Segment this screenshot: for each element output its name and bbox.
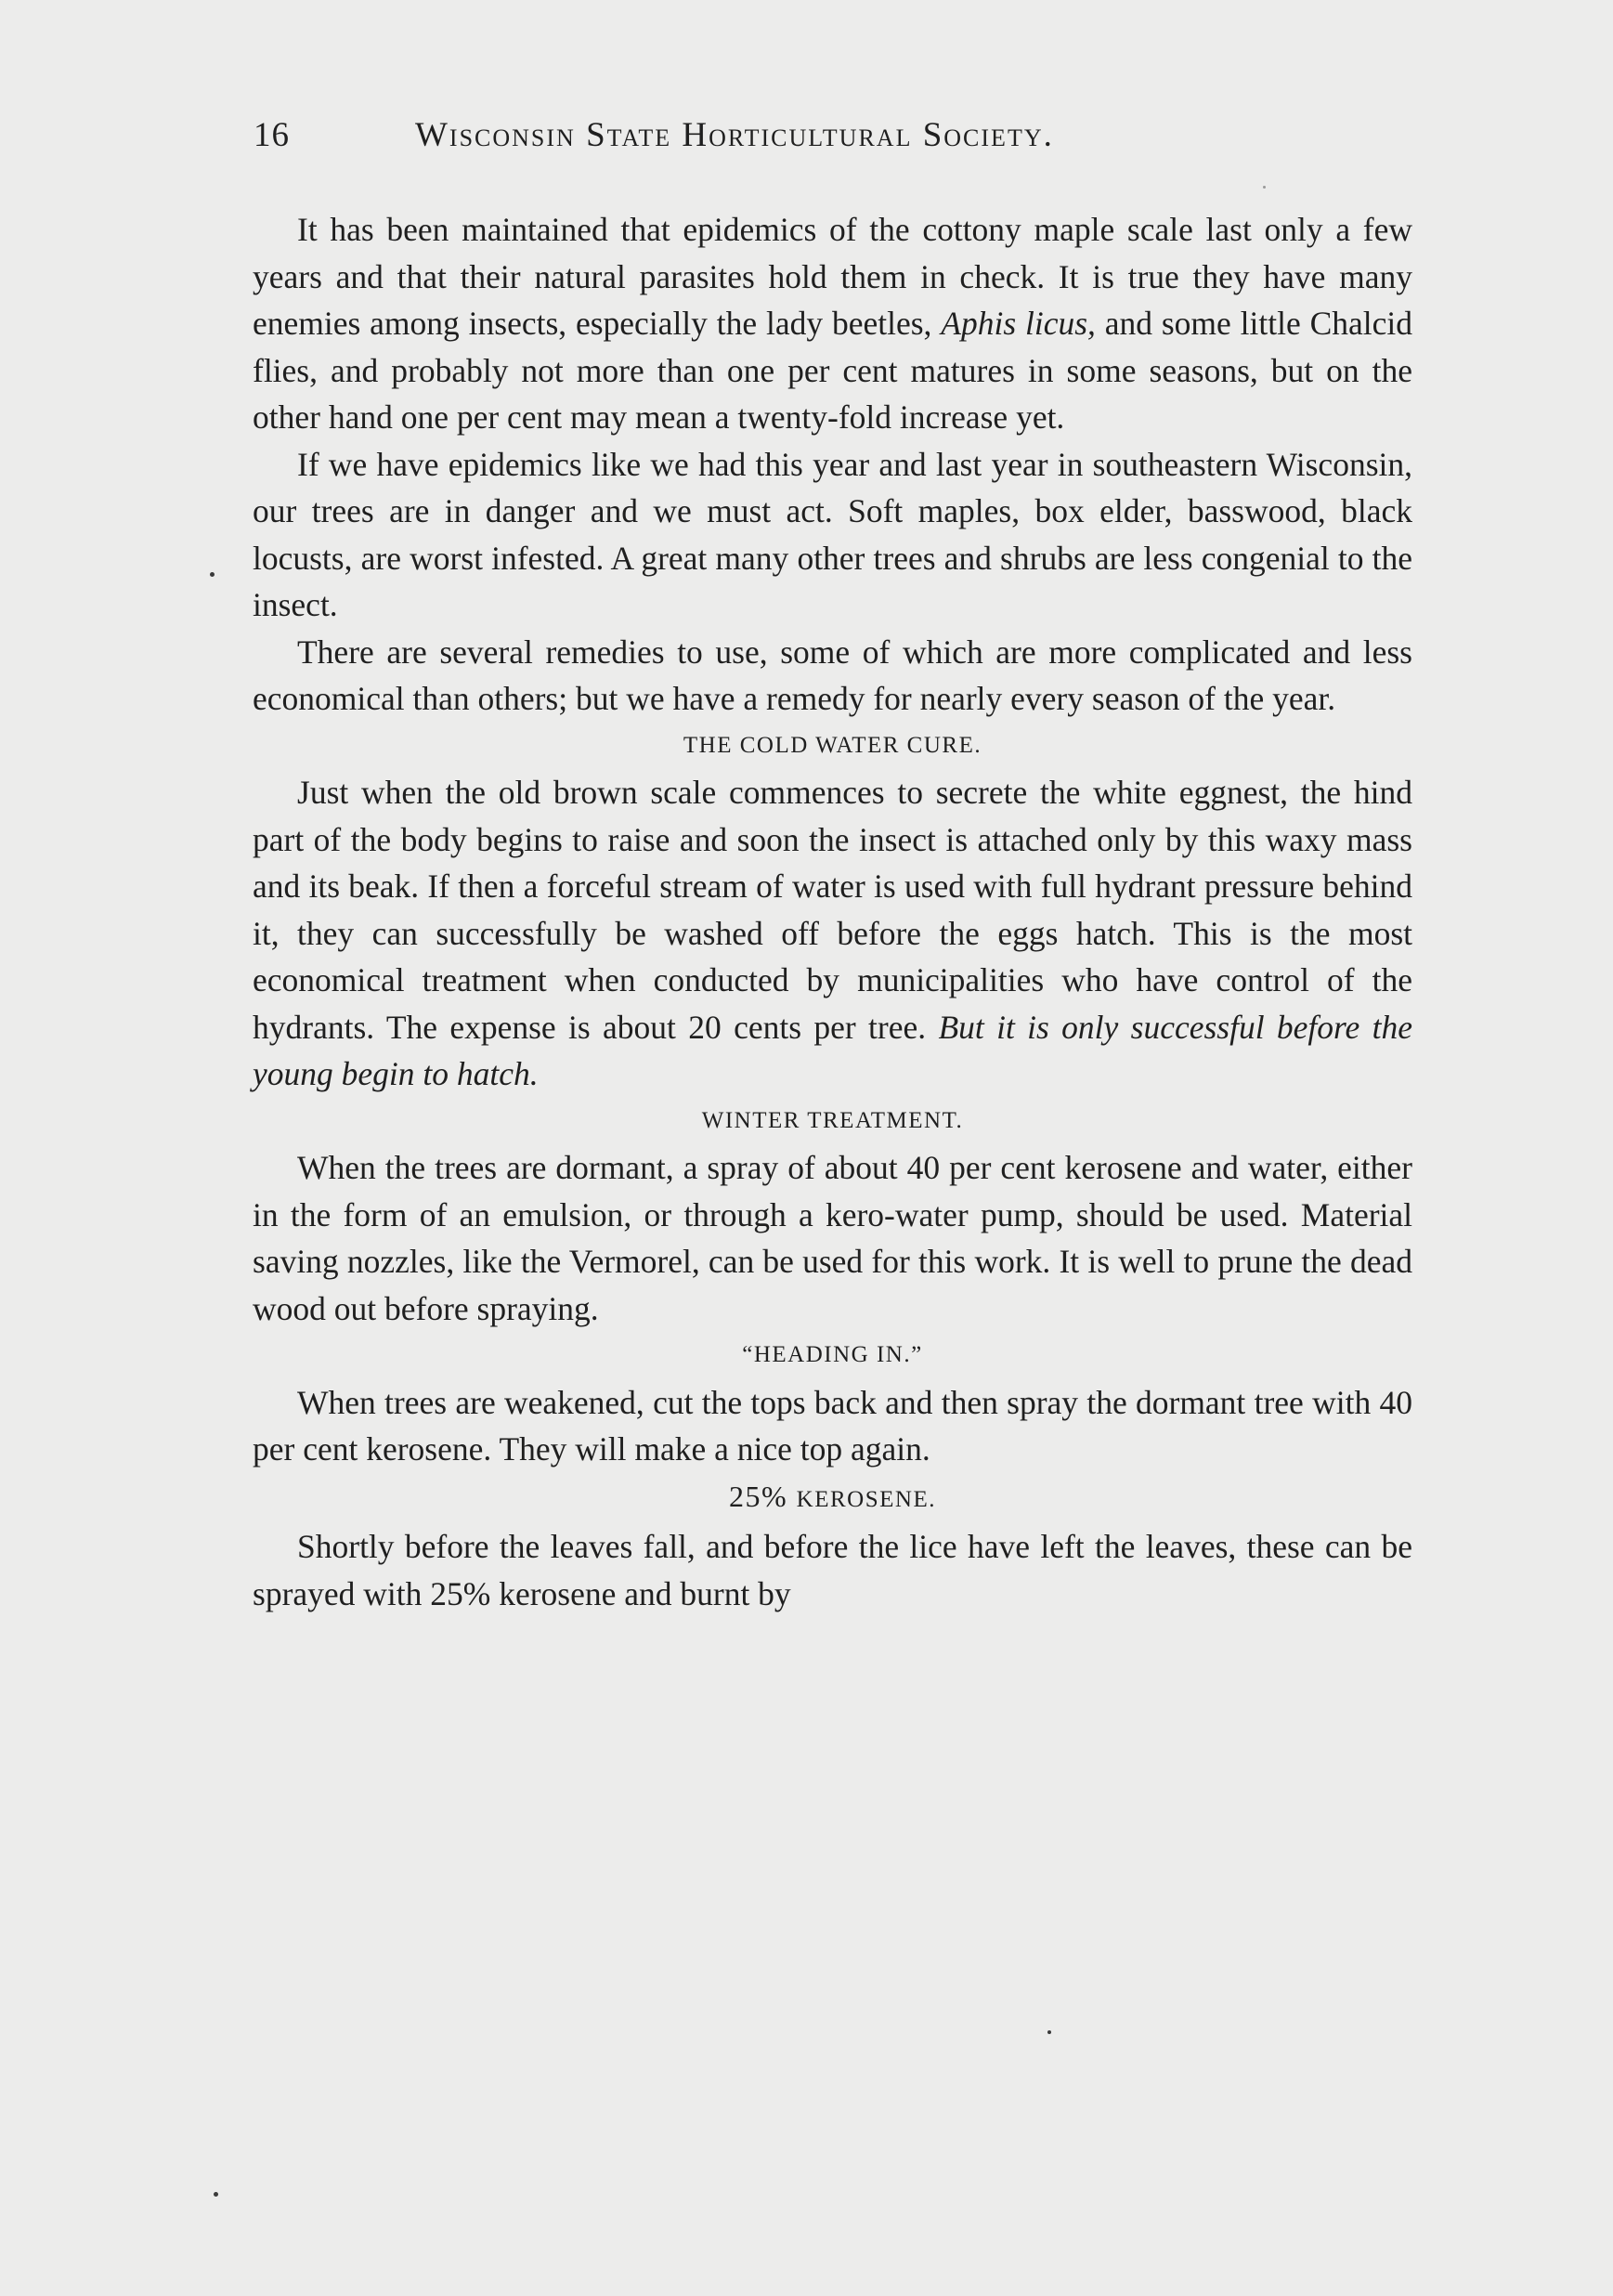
scan-speck <box>1047 2030 1051 2034</box>
paragraph-heading-in: When trees are weakened, cut the tops back and then spray the dormant tree with 40 per cent kerosene. They will make a nice top again. <box>253 1383 1412 1468</box>
paragraph-cold-water-text: Just when the old brown scale commences to secrete the white eggnest, the hind part of the body begins to raise and soon the insect is attached only by this waxy mass and its beak. If then a forceful stream of water is used with full hydrant pressure behind it, they can successfully be washed off before the eggs hatch. This is the most economical treatment when conducted by municipalities who have control of the hydrants. The expense is about 20 cents per tree. <box>253 774 1412 1046</box>
paragraph-epidemics-end: and some little Chalcid flies, and probably not more than one per cent matures in some seasons, but on the other hand one per cent may mean a twenty-fold increase yet. <box>253 305 1412 436</box>
scan-speck <box>214 2192 218 2197</box>
section-head-kerosene <box>253 1473 1412 1524</box>
species-name-italic: Aphis licus, <box>941 305 1096 342</box>
scan-speck <box>210 572 215 577</box>
paragraph-southeastern-wisconsin: If we have epidemics like we had this year and last year in southeastern Wisconsin, our trees are in danger and we must act. Soft maples, box elder, basswood, black locusts, are worst infested. A great many other trees and shrubs are less congenial to the insect. <box>253 445 1412 623</box>
running-head <box>254 115 1256 171</box>
paragraph-cold-water <box>253 769 1412 1098</box>
paragraph-epidemics-text: It has been maintained that epidemics of the cottony maple scale last only a few years and that their natural parasites hold them in check. It is true they have many enemies among insects, especially the lady beetles, <box>253 211 1412 342</box>
section-head-winter-treatment: WINTER TREATMENT. <box>701 1107 964 1133</box>
journal-title: Wisconsin State Horticultural Society. <box>415 116 1054 154</box>
paragraph-kerosene: Shortly before the leaves fall, and before the lice have left the leaves, these can be sprayed with 25% kerosene and burnt by <box>253 1528 1412 1612</box>
body-text <box>253 206 1412 1617</box>
page-number: 16 <box>254 116 290 154</box>
paragraph-remedies: There are several remedies to use, some of which are more complicated and less economical than others; but we have a remedy for nearly every season of the year. <box>253 633 1412 717</box>
kerosene-percent: 25% <box>729 1479 788 1513</box>
kerosene-label: KEROSENE. <box>796 1486 936 1512</box>
section-head-cold-water-cure: THE COLD WATER CURE. <box>683 732 982 758</box>
paragraph-cold-water-italic: But it is only successful before the young begin to hatch. <box>253 1008 1412 1092</box>
scan-speck <box>1263 186 1266 189</box>
paragraph-winter: When the trees are dormant, a spray of about 40 per cent kerosene and water, either in the form of an emulsion, or through a kero-water pump, should be used. Material saving nozzles, like the Vermorel, can be used for this work. It is well to prune the dead wood out before spraying. <box>253 1149 1412 1327</box>
section-head-heading-in: “HEADING IN.” <box>742 1342 923 1367</box>
paragraph-epidemics <box>253 206 1412 441</box>
